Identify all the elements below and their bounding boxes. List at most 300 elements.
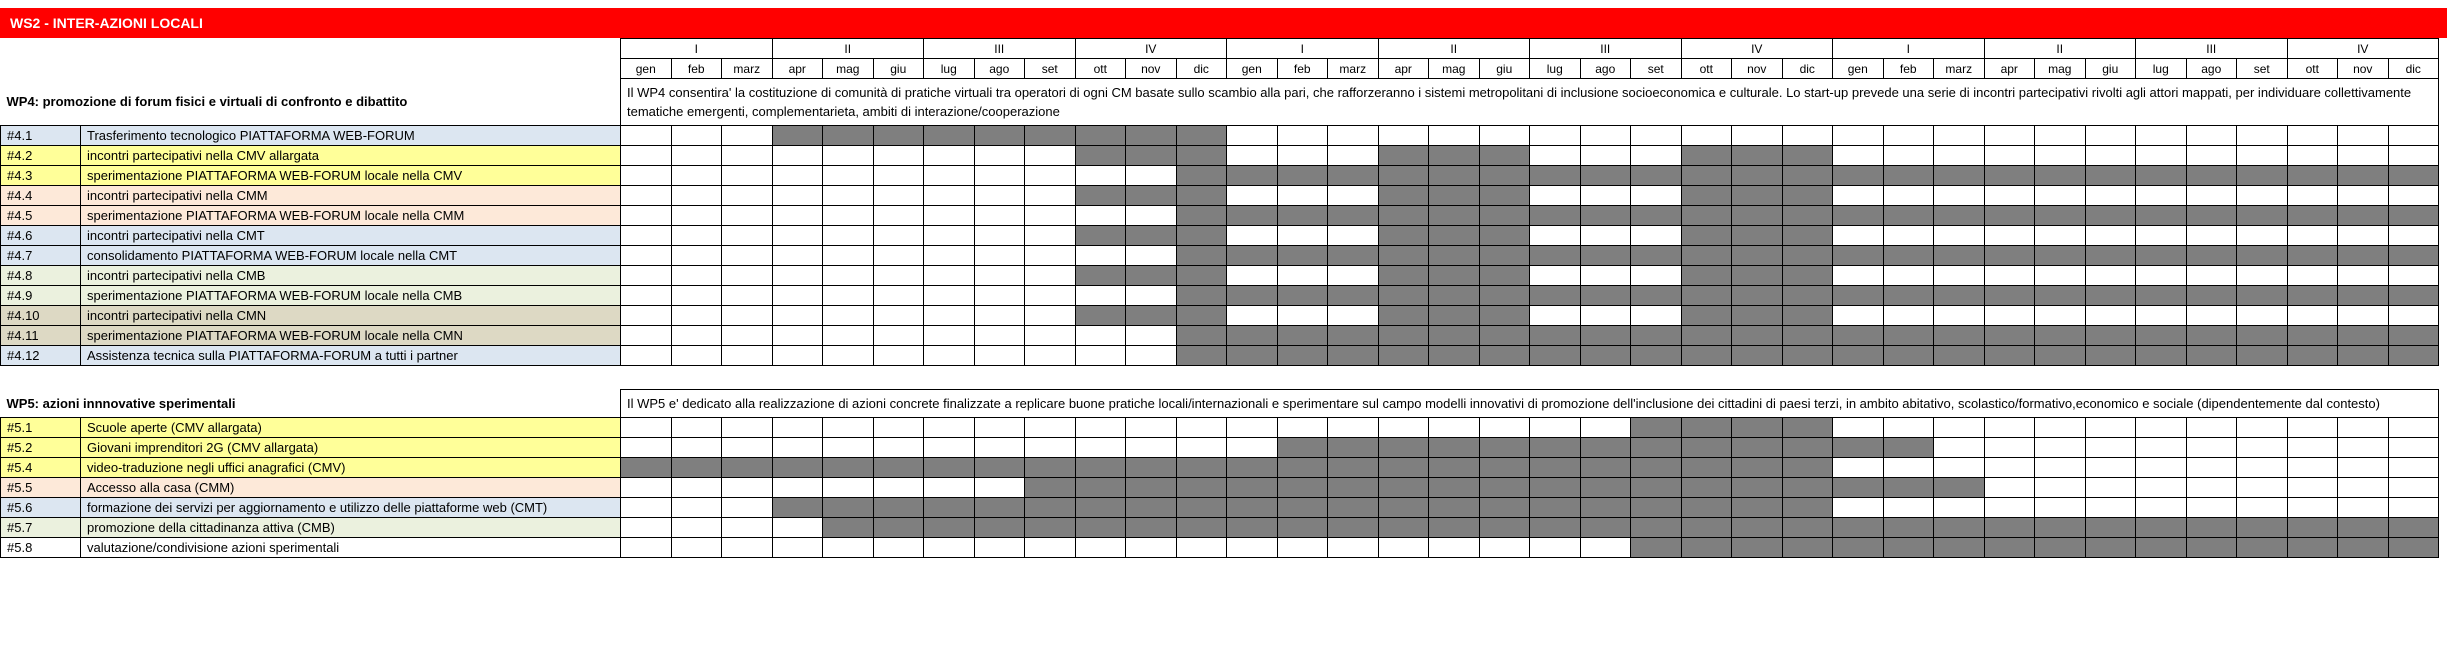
gantt-cell[interactable]	[1984, 146, 2035, 166]
gantt-cell[interactable]	[1580, 126, 1631, 146]
gantt-cell-filled[interactable]	[1782, 206, 1833, 226]
gantt-cell-filled[interactable]	[873, 498, 924, 518]
gantt-cell[interactable]	[873, 438, 924, 458]
gantt-cell-filled[interactable]	[772, 498, 823, 518]
gantt-cell-filled[interactable]	[2338, 166, 2389, 186]
gantt-cell-filled[interactable]	[1984, 286, 2035, 306]
gantt-cell[interactable]	[621, 346, 672, 366]
gantt-cell-filled[interactable]	[1378, 246, 1429, 266]
gantt-cell-filled[interactable]	[2338, 326, 2389, 346]
gantt-cell-filled[interactable]	[1984, 246, 2035, 266]
gantt-cell[interactable]	[2085, 498, 2136, 518]
gantt-cell[interactable]	[873, 246, 924, 266]
gantt-cell[interactable]	[2287, 418, 2338, 438]
gantt-cell[interactable]	[1883, 266, 1934, 286]
gantt-cell-filled[interactable]	[1429, 518, 1480, 538]
gantt-cell-filled[interactable]	[1631, 166, 1682, 186]
gantt-cell[interactable]	[2085, 126, 2136, 146]
gantt-cell[interactable]	[1934, 126, 1985, 146]
gantt-cell-filled[interactable]	[2388, 346, 2439, 366]
gantt-cell[interactable]	[722, 206, 773, 226]
gantt-cell-filled[interactable]	[2085, 286, 2136, 306]
gantt-cell[interactable]	[1328, 146, 1379, 166]
gantt-cell-filled[interactable]	[1732, 418, 1783, 438]
gantt-cell-filled[interactable]	[1479, 206, 1530, 226]
gantt-cell[interactable]	[1883, 498, 1934, 518]
gantt-cell-filled[interactable]	[1227, 518, 1278, 538]
gantt-cell[interactable]	[2186, 306, 2237, 326]
gantt-cell-filled[interactable]	[1883, 326, 1934, 346]
gantt-cell[interactable]	[772, 206, 823, 226]
gantt-cell[interactable]	[621, 518, 672, 538]
gantt-cell-filled[interactable]	[2136, 206, 2187, 226]
gantt-cell[interactable]	[1934, 458, 1985, 478]
gantt-cell[interactable]	[772, 518, 823, 538]
gantt-cell[interactable]	[2237, 226, 2288, 246]
gantt-cell-filled[interactable]	[1025, 498, 1076, 518]
gantt-cell[interactable]	[1631, 126, 1682, 146]
gantt-cell-filled[interactable]	[2287, 346, 2338, 366]
gantt-cell[interactable]	[2338, 226, 2389, 246]
gantt-cell[interactable]	[2035, 458, 2086, 478]
gantt-cell-filled[interactable]	[974, 498, 1025, 518]
gantt-cell-filled[interactable]	[1934, 166, 1985, 186]
gantt-cell[interactable]	[1176, 418, 1227, 438]
gantt-cell[interactable]	[772, 246, 823, 266]
gantt-cell-filled[interactable]	[823, 518, 874, 538]
gantt-cell[interactable]	[2237, 126, 2288, 146]
gantt-cell-filled[interactable]	[1479, 286, 1530, 306]
gantt-cell-filled[interactable]	[2035, 326, 2086, 346]
gantt-cell-filled[interactable]	[1732, 326, 1783, 346]
gantt-cell-filled[interactable]	[1378, 326, 1429, 346]
gantt-cell[interactable]	[1227, 418, 1278, 438]
gantt-cell-filled[interactable]	[2237, 326, 2288, 346]
gantt-cell-filled[interactable]	[1378, 498, 1429, 518]
gantt-cell[interactable]	[722, 538, 773, 558]
gantt-cell[interactable]	[621, 478, 672, 498]
gantt-cell-filled[interactable]	[1732, 346, 1783, 366]
gantt-cell-filled[interactable]	[1883, 538, 1934, 558]
gantt-cell[interactable]	[2035, 498, 2086, 518]
gantt-cell-filled[interactable]	[873, 518, 924, 538]
gantt-cell-filled[interactable]	[1782, 306, 1833, 326]
gantt-cell-filled[interactable]	[1580, 346, 1631, 366]
gantt-cell[interactable]	[2388, 306, 2439, 326]
gantt-cell[interactable]	[924, 478, 975, 498]
gantt-cell-filled[interactable]	[772, 126, 823, 146]
gantt-cell-filled[interactable]	[1328, 246, 1379, 266]
gantt-cell-filled[interactable]	[1732, 306, 1783, 326]
gantt-cell[interactable]	[2388, 478, 2439, 498]
gantt-cell-filled[interactable]	[2388, 538, 2439, 558]
gantt-cell[interactable]	[621, 126, 672, 146]
gantt-cell[interactable]	[1883, 418, 1934, 438]
gantt-cell-filled[interactable]	[1378, 438, 1429, 458]
gantt-cell-filled[interactable]	[1429, 286, 1480, 306]
gantt-cell-filled[interactable]	[1833, 346, 1884, 366]
gantt-cell[interactable]	[1227, 226, 1278, 246]
gantt-cell[interactable]	[974, 266, 1025, 286]
gantt-cell-filled[interactable]	[1934, 206, 1985, 226]
gantt-cell[interactable]	[2035, 266, 2086, 286]
gantt-cell[interactable]	[2338, 478, 2389, 498]
gantt-cell[interactable]	[1934, 438, 1985, 458]
gantt-cell[interactable]	[924, 166, 975, 186]
gantt-cell-filled[interactable]	[823, 458, 874, 478]
gantt-cell-filled[interactable]	[1833, 518, 1884, 538]
gantt-cell[interactable]	[1580, 538, 1631, 558]
gantt-cell[interactable]	[772, 186, 823, 206]
gantt-cell-filled[interactable]	[1782, 518, 1833, 538]
gantt-cell[interactable]	[772, 418, 823, 438]
gantt-cell[interactable]	[1530, 146, 1581, 166]
gantt-cell[interactable]	[1580, 146, 1631, 166]
gantt-cell-filled[interactable]	[873, 458, 924, 478]
gantt-cell-filled[interactable]	[1176, 246, 1227, 266]
gantt-cell-filled[interactable]	[1782, 146, 1833, 166]
gantt-cell-filled[interactable]	[1580, 498, 1631, 518]
gantt-cell-filled[interactable]	[2388, 246, 2439, 266]
gantt-cell[interactable]	[823, 438, 874, 458]
gantt-cell-filled[interactable]	[1732, 186, 1783, 206]
gantt-cell[interactable]	[2136, 146, 2187, 166]
gantt-cell-filled[interactable]	[1176, 326, 1227, 346]
gantt-cell[interactable]	[2136, 438, 2187, 458]
gantt-cell-filled[interactable]	[1277, 286, 1328, 306]
gantt-cell-filled[interactable]	[1176, 346, 1227, 366]
gantt-cell-filled[interactable]	[1429, 326, 1480, 346]
gantt-cell-filled[interactable]	[1732, 438, 1783, 458]
gantt-cell[interactable]	[873, 186, 924, 206]
gantt-cell-filled[interactable]	[1378, 518, 1429, 538]
gantt-cell[interactable]	[1277, 226, 1328, 246]
task-row[interactable]	[1, 518, 2439, 538]
gantt-cell[interactable]	[1530, 226, 1581, 246]
gantt-cell[interactable]	[1580, 266, 1631, 286]
gantt-cell[interactable]	[974, 206, 1025, 226]
gantt-cell-filled[interactable]	[1782, 458, 1833, 478]
gantt-cell-filled[interactable]	[1782, 346, 1833, 366]
gantt-cell[interactable]	[873, 146, 924, 166]
gantt-cell-filled[interactable]	[2085, 166, 2136, 186]
gantt-cell-filled[interactable]	[1833, 206, 1884, 226]
gantt-cell[interactable]	[2287, 146, 2338, 166]
gantt-cell[interactable]	[621, 306, 672, 326]
gantt-cell[interactable]	[621, 286, 672, 306]
gantt-cell[interactable]	[823, 346, 874, 366]
gantt-cell-filled[interactable]	[1530, 286, 1581, 306]
gantt-cell[interactable]	[974, 346, 1025, 366]
gantt-cell-filled[interactable]	[2035, 246, 2086, 266]
gantt-cell-filled[interactable]	[1782, 186, 1833, 206]
gantt-cell-filled[interactable]	[1328, 326, 1379, 346]
gantt-cell-filled[interactable]	[2085, 246, 2136, 266]
gantt-cell-filled[interactable]	[1227, 498, 1278, 518]
gantt-cell[interactable]	[2338, 186, 2389, 206]
gantt-cell[interactable]	[974, 166, 1025, 186]
gantt-cell[interactable]	[2186, 458, 2237, 478]
gantt-cell[interactable]	[1277, 418, 1328, 438]
gantt-cell[interactable]	[1429, 418, 1480, 438]
gantt-cell[interactable]	[1580, 306, 1631, 326]
gantt-cell[interactable]	[2287, 226, 2338, 246]
gantt-cell-filled[interactable]	[1580, 518, 1631, 538]
gantt-cell-filled[interactable]	[1934, 478, 1985, 498]
gantt-cell-filled[interactable]	[1782, 478, 1833, 498]
gantt-cell-filled[interactable]	[1681, 326, 1732, 346]
gantt-cell-filled[interactable]	[621, 458, 672, 478]
gantt-cell-filled[interactable]	[1833, 538, 1884, 558]
gantt-cell[interactable]	[722, 478, 773, 498]
gantt-cell[interactable]	[722, 418, 773, 438]
gantt-cell-filled[interactable]	[1227, 478, 1278, 498]
gantt-cell[interactable]	[1934, 306, 1985, 326]
gantt-cell-filled[interactable]	[1732, 246, 1783, 266]
gantt-cell-filled[interactable]	[1934, 246, 1985, 266]
gantt-cell[interactable]	[1530, 126, 1581, 146]
gantt-cell-filled[interactable]	[1277, 206, 1328, 226]
gantt-cell-filled[interactable]	[2237, 286, 2288, 306]
gantt-cell[interactable]	[823, 306, 874, 326]
gantt-cell-filled[interactable]	[1681, 346, 1732, 366]
gantt-cell[interactable]	[974, 418, 1025, 438]
gantt-cell[interactable]	[2338, 126, 2389, 146]
gantt-cell[interactable]	[1984, 266, 2035, 286]
gantt-cell-filled[interactable]	[2338, 518, 2389, 538]
gantt-cell[interactable]	[974, 226, 1025, 246]
gantt-cell-filled[interactable]	[2237, 206, 2288, 226]
gantt-cell-filled[interactable]	[2338, 246, 2389, 266]
gantt-cell[interactable]	[2085, 186, 2136, 206]
gantt-cell[interactable]	[2186, 186, 2237, 206]
gantt-cell[interactable]	[2085, 146, 2136, 166]
gantt-cell[interactable]	[2085, 306, 2136, 326]
gantt-cell[interactable]	[873, 418, 924, 438]
gantt-cell[interactable]	[1277, 146, 1328, 166]
gantt-cell[interactable]	[1227, 126, 1278, 146]
gantt-cell[interactable]	[1075, 286, 1126, 306]
gantt-cell[interactable]	[2085, 226, 2136, 246]
task-row[interactable]	[1, 146, 2439, 166]
gantt-cell-filled[interactable]	[1328, 478, 1379, 498]
gantt-cell[interactable]	[722, 186, 773, 206]
gantt-cell[interactable]	[974, 146, 1025, 166]
gantt-cell[interactable]	[2186, 226, 2237, 246]
gantt-cell[interactable]	[2338, 498, 2389, 518]
gantt-cell[interactable]	[1782, 126, 1833, 146]
gantt-cell[interactable]	[2085, 458, 2136, 478]
gantt-cell-filled[interactable]	[1277, 458, 1328, 478]
gantt-cell[interactable]	[924, 206, 975, 226]
gantt-cell[interactable]	[2186, 146, 2237, 166]
gantt-cell-filled[interactable]	[1075, 226, 1126, 246]
gantt-cell[interactable]	[1176, 438, 1227, 458]
gantt-cell[interactable]	[1530, 186, 1581, 206]
gantt-cell-filled[interactable]	[2388, 286, 2439, 306]
gantt-cell[interactable]	[722, 126, 773, 146]
gantt-cell-filled[interactable]	[2035, 286, 2086, 306]
gantt-cell-filled[interactable]	[2035, 518, 2086, 538]
gantt-cell[interactable]	[2287, 478, 2338, 498]
gantt-cell-filled[interactable]	[1782, 166, 1833, 186]
gantt-cell[interactable]	[1277, 266, 1328, 286]
gantt-cell-filled[interactable]	[2287, 166, 2338, 186]
gantt-cell-filled[interactable]	[1429, 146, 1480, 166]
gantt-cell[interactable]	[772, 538, 823, 558]
gantt-cell-filled[interactable]	[1782, 418, 1833, 438]
gantt-cell-filled[interactable]	[1530, 166, 1581, 186]
gantt-cell[interactable]	[1277, 126, 1328, 146]
gantt-cell-filled[interactable]	[1328, 206, 1379, 226]
gantt-cell[interactable]	[2136, 458, 2187, 478]
gantt-cell[interactable]	[873, 478, 924, 498]
gantt-cell[interactable]	[1328, 418, 1379, 438]
gantt-cell-filled[interactable]	[1934, 326, 1985, 346]
gantt-cell[interactable]	[1277, 186, 1328, 206]
gantt-cell-filled[interactable]	[1126, 498, 1177, 518]
gantt-cell-filled[interactable]	[1176, 206, 1227, 226]
gantt-cell[interactable]	[1833, 498, 1884, 518]
gantt-cell[interactable]	[1328, 126, 1379, 146]
task-row[interactable]	[1, 166, 2439, 186]
task-row[interactable]	[1, 458, 2439, 478]
gantt-cell-filled[interactable]	[1025, 478, 1076, 498]
gantt-cell[interactable]	[671, 206, 722, 226]
gantt-cell-filled[interactable]	[1176, 518, 1227, 538]
gantt-cell[interactable]	[1025, 438, 1076, 458]
gantt-cell-filled[interactable]	[2186, 518, 2237, 538]
gantt-cell[interactable]	[1227, 266, 1278, 286]
gantt-cell[interactable]	[2237, 438, 2288, 458]
gantt-cell-filled[interactable]	[1126, 126, 1177, 146]
task-row[interactable]	[1, 226, 2439, 246]
gantt-cell[interactable]	[1328, 538, 1379, 558]
gantt-cell-filled[interactable]	[1025, 126, 1076, 146]
gantt-cell[interactable]	[671, 186, 722, 206]
gantt-cell[interactable]	[2388, 126, 2439, 146]
gantt-cell[interactable]	[2338, 438, 2389, 458]
gantt-cell[interactable]	[1934, 498, 1985, 518]
gantt-cell-filled[interactable]	[1580, 326, 1631, 346]
gantt-cell-filled[interactable]	[1732, 286, 1783, 306]
gantt-cell-filled[interactable]	[2186, 166, 2237, 186]
gantt-cell[interactable]	[924, 346, 975, 366]
gantt-cell[interactable]	[2186, 418, 2237, 438]
gantt-cell[interactable]	[671, 266, 722, 286]
gantt-cell[interactable]	[1833, 458, 1884, 478]
gantt-cell[interactable]	[2338, 306, 2389, 326]
gantt-cell-filled[interactable]	[1782, 498, 1833, 518]
gantt-cell[interactable]	[621, 538, 672, 558]
gantt-cell[interactable]	[2085, 478, 2136, 498]
gantt-cell[interactable]	[2237, 458, 2288, 478]
gantt-cell[interactable]	[2085, 418, 2136, 438]
gantt-cell[interactable]	[621, 166, 672, 186]
gantt-cell-filled[interactable]	[2186, 538, 2237, 558]
gantt-cell-filled[interactable]	[1934, 538, 1985, 558]
gantt-cell-filled[interactable]	[1479, 226, 1530, 246]
gantt-cell[interactable]	[2186, 126, 2237, 146]
gantt-cell[interactable]	[1984, 306, 2035, 326]
gantt-cell[interactable]	[924, 226, 975, 246]
gantt-cell[interactable]	[671, 538, 722, 558]
gantt-cell[interactable]	[671, 246, 722, 266]
gantt-cell-filled[interactable]	[1681, 478, 1732, 498]
gantt-cell-filled[interactable]	[2388, 206, 2439, 226]
gantt-cell-filled[interactable]	[2237, 246, 2288, 266]
task-row[interactable]	[1, 438, 2439, 458]
gantt-cell[interactable]	[2338, 266, 2389, 286]
gantt-cell-filled[interactable]	[2237, 518, 2288, 538]
gantt-cell-filled[interactable]	[1176, 186, 1227, 206]
gantt-cell[interactable]	[1833, 418, 1884, 438]
gantt-cell[interactable]	[722, 286, 773, 306]
gantt-cell-filled[interactable]	[1479, 186, 1530, 206]
gantt-cell[interactable]	[1277, 306, 1328, 326]
gantt-cell[interactable]	[2388, 438, 2439, 458]
gantt-cell-filled[interactable]	[1833, 326, 1884, 346]
gantt-cell[interactable]	[1479, 418, 1530, 438]
gantt-cell[interactable]	[2388, 458, 2439, 478]
gantt-cell-filled[interactable]	[1479, 246, 1530, 266]
gantt-cell-filled[interactable]	[1227, 286, 1278, 306]
gantt-cell-filled[interactable]	[1530, 518, 1581, 538]
gantt-cell-filled[interactable]	[2085, 518, 2136, 538]
gantt-cell[interactable]	[1833, 146, 1884, 166]
gantt-cell[interactable]	[772, 438, 823, 458]
gantt-cell-filled[interactable]	[2136, 518, 2187, 538]
gantt-cell[interactable]	[2388, 266, 2439, 286]
gantt-cell[interactable]	[873, 266, 924, 286]
gantt-cell-filled[interactable]	[2186, 326, 2237, 346]
gantt-cell-filled[interactable]	[2287, 206, 2338, 226]
gantt-cell[interactable]	[1883, 146, 1934, 166]
gantt-cell-filled[interactable]	[974, 458, 1025, 478]
gantt-cell-filled[interactable]	[1328, 438, 1379, 458]
gantt-cell[interactable]	[2136, 226, 2187, 246]
gantt-cell-filled[interactable]	[1732, 458, 1783, 478]
gantt-cell[interactable]	[1126, 206, 1177, 226]
gantt-cell[interactable]	[772, 226, 823, 246]
gantt-cell[interactable]	[1934, 266, 1985, 286]
gantt-cell-filled[interactable]	[1681, 438, 1732, 458]
gantt-cell[interactable]	[772, 306, 823, 326]
gantt-cell-filled[interactable]	[2287, 286, 2338, 306]
gantt-cell[interactable]	[1984, 418, 2035, 438]
gantt-cell[interactable]	[1934, 226, 1985, 246]
gantt-cell[interactable]	[2035, 438, 2086, 458]
gantt-cell-filled[interactable]	[1732, 478, 1783, 498]
gantt-cell-filled[interactable]	[1126, 186, 1177, 206]
gantt-cell[interactable]	[2287, 498, 2338, 518]
gantt-cell-filled[interactable]	[1176, 126, 1227, 146]
gantt-cell-filled[interactable]	[1631, 346, 1682, 366]
gantt-cell-filled[interactable]	[1328, 346, 1379, 366]
gantt-cell[interactable]	[2186, 266, 2237, 286]
gantt-cell-filled[interactable]	[1479, 166, 1530, 186]
gantt-cell[interactable]	[671, 498, 722, 518]
gantt-cell[interactable]	[722, 518, 773, 538]
gantt-cell[interactable]	[1833, 266, 1884, 286]
gantt-cell[interactable]	[1126, 326, 1177, 346]
gantt-cell-filled[interactable]	[1681, 306, 1732, 326]
gantt-cell[interactable]	[2186, 498, 2237, 518]
gantt-cell-filled[interactable]	[1479, 498, 1530, 518]
gantt-cell-filled[interactable]	[1984, 166, 2035, 186]
gantt-cell-filled[interactable]	[1732, 498, 1783, 518]
task-row[interactable]	[1, 538, 2439, 558]
